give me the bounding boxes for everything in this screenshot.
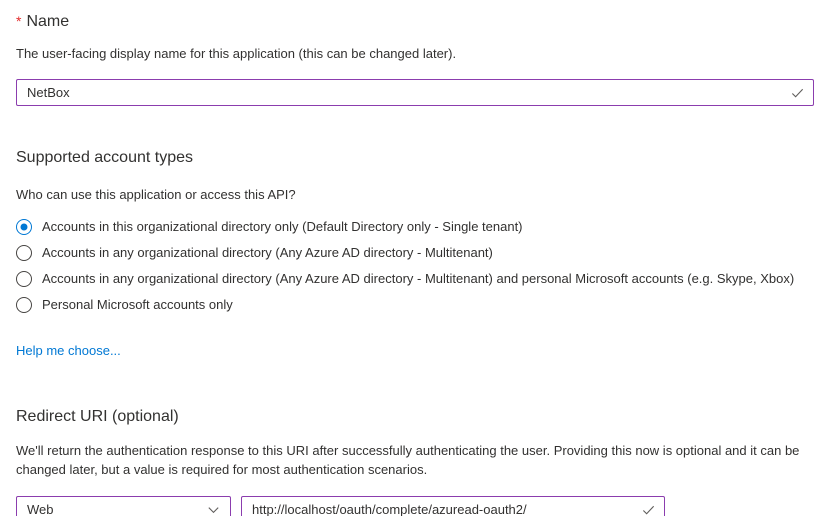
radio-label: Accounts in this organizational directory only (Default Directory only - Single tenant) <box>42 219 523 234</box>
redirect-uri-input[interactable] <box>241 496 665 516</box>
radio-label: Personal Microsoft accounts only <box>42 297 233 312</box>
radio-button[interactable] <box>16 271 32 287</box>
required-asterisk: * <box>16 13 22 29</box>
radio-label: Accounts in any organizational directory (Any Azure AD directory - Multitenant) and personal Microsoft accounts (e.g. Skype, Xbox) <box>42 271 795 286</box>
app-name-field <box>16 79 814 106</box>
radio-label: Accounts in any organizational directory (Any Azure AD directory - Multitenant) <box>42 245 493 260</box>
name-description: The user-facing display name for this application (this can be changed later). <box>16 46 457 61</box>
radio-button[interactable] <box>16 297 32 313</box>
account-types-question: Who can use this application or access this API? <box>16 187 296 202</box>
platform-select-value: Web <box>27 502 54 516</box>
checkmark-icon <box>641 502 656 516</box>
app-name-input[interactable] <box>16 79 814 106</box>
redirect-uri-field <box>241 496 665 516</box>
redirect-uri-row <box>16 496 814 516</box>
chevron-down-icon <box>206 502 221 516</box>
redirect-uri-heading: Redirect URI (optional) <box>16 408 179 425</box>
account-type-option-multitenant[interactable] <box>16 240 814 266</box>
redirect-uri-description: We'll return the authentication response to this URI after successfully authenticating the user. Providing this now is optional and it can be changed later, but a value is required for most authentication scenarios. <box>16 443 800 477</box>
help-me-choose-link[interactable]: Help me choose... <box>16 343 121 358</box>
account-types-heading: Supported account types <box>16 149 194 166</box>
account-type-option-single-tenant[interactable] <box>16 214 814 240</box>
name-section-heading <box>16 10 814 33</box>
checkmark-icon <box>790 85 805 100</box>
radio-button[interactable] <box>16 245 32 261</box>
platform-select[interactable] <box>16 496 231 516</box>
radio-button[interactable] <box>16 219 32 235</box>
name-label: Name <box>26 13 70 30</box>
account-types-radio-group <box>16 214 814 318</box>
account-type-option-multitenant-personal[interactable] <box>16 266 814 292</box>
account-type-option-personal-only[interactable] <box>16 292 814 318</box>
